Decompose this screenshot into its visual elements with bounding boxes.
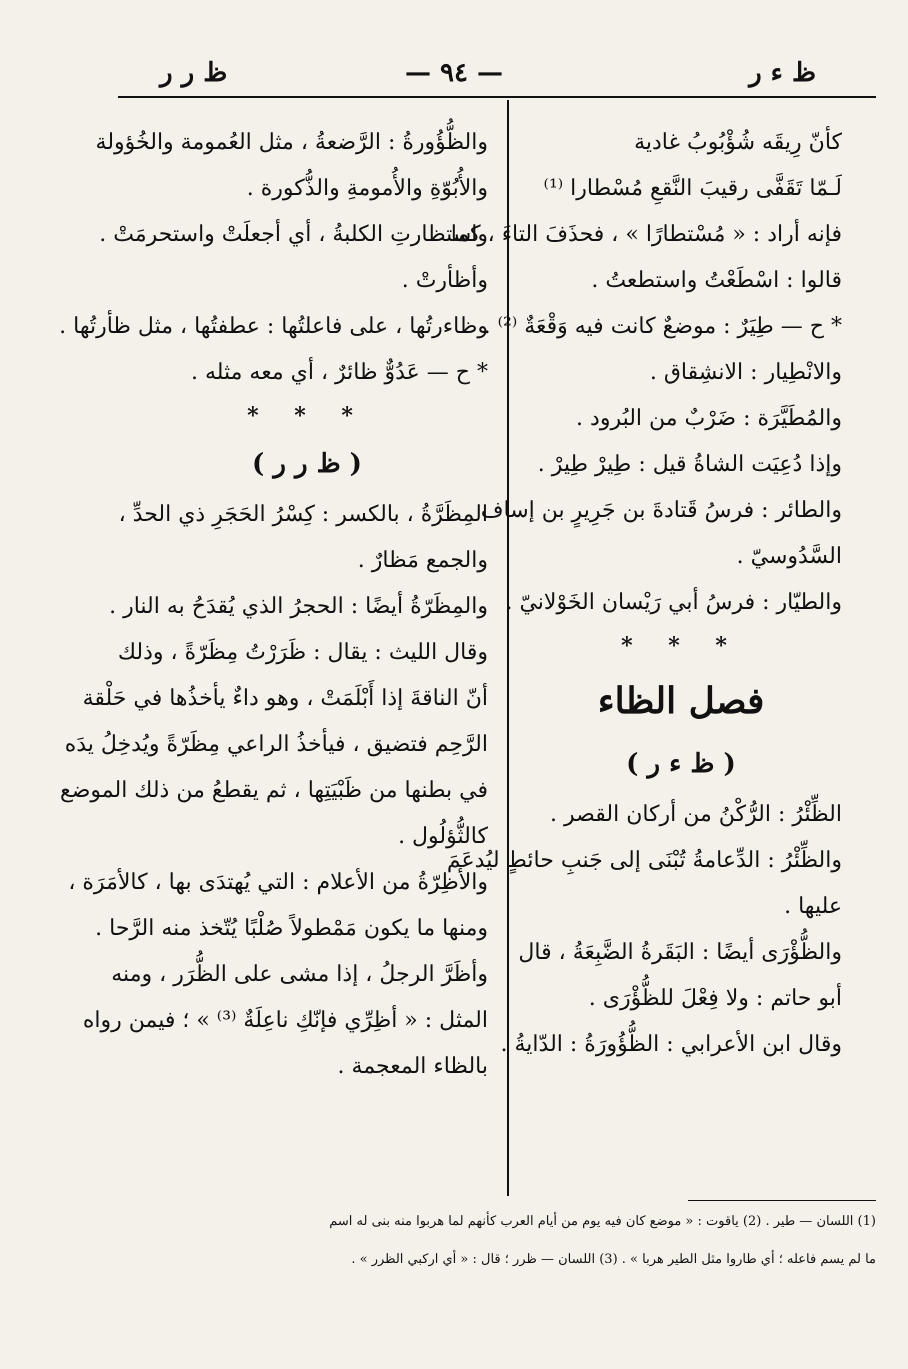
left-column [59,120,488,1090]
text-line: كالثُّؤلُول . [398,824,488,849]
chapter-title: فصل الظاء [597,680,765,722]
text-line: والأُبُوّةِ والأُمومةِ والذُّكورة . [246,176,488,201]
text-line: والطيّار : فرسُ أبي رَيْسان الخَوْلانيّ . [505,590,842,615]
text-line: والأظِرّةُ من الأعلام : التي يُهتدَى بها ، كالأمَرَة ، [68,870,488,895]
text-line: الظِّئْرُ : الرُّكْنُ من أركان القصر . [550,802,842,827]
text-line: قالوا : اسْطَعْتُ واستطعتُ . [591,268,842,293]
text-line: * ح — طِيَرٌ : موضعٌ كانت فيه وَقْعَةٌ ⁽²⁾ . [483,314,842,339]
text-line: وقال ابن الأعرابي : الظُّؤُورَةُ : الدّايةُ . [500,1032,842,1057]
text-line: أبو حاتم : ولا فِعْلَ للظُّؤْرَى . [588,986,842,1011]
text-line: لَـمّا تَقَفَّى رقيبَ النَّقعِ مُسْطارا ⁽¹⁾ [543,176,842,201]
text-line: عليها . [784,894,842,919]
text-line: والجمع مَظارٌ . [357,548,488,573]
entry-heading: ( ظ ر ر ) [252,449,362,479]
running-head-right: ظ ء ر [749,58,816,88]
text-line: والطائر : فرسُ قَتادةَ بن جَرِيرٍ بن إساف [480,498,842,523]
text-line: * ح — عَدُوٌّ ظائرٌ ، أي معه مثله . [190,360,488,385]
text-line: والمِظَرّةُ أيضًا : الحجرُ الذي يُقدَحُ به النار . [109,594,488,619]
running-head-left: ظ ر ر [160,58,228,88]
section-separator: * * * [621,633,741,659]
text-line: بالظاء المعجمة . [337,1054,488,1079]
text-line: والانْطِيار : الانشِقاق . [649,360,842,385]
text-line: وظاءرتُها ، على فاعلتُها : عطفتُها ، مثل ظأرتُها . [59,314,488,339]
text-line: السَّدُوسيّ . [736,544,842,569]
header-rule [118,96,876,98]
text-line: وأظَرَّ الرجلُ ، إذا مشى على الظُّرَر ، ومنه [111,962,488,987]
text-line: والظُّؤْرَى أيضًا : البَقَرةُ الضَّبِعَةُ ، قال [518,940,842,965]
section-separator: * * * [247,403,367,429]
page-number: — ٩٤ — [404,58,504,88]
text-line: وإذا دُعِيَت الشاةُ قيل : طِيرْ طِيرْ . [537,452,842,477]
text-line: ومنها ما يكون مَمْطولاً صُلْبًا يُتّخذ منه الرَّحا . [95,916,488,941]
text-line: وأظأرتْ . [401,268,488,293]
text-line: أنّ الناقةَ إذا أَبْلَمَتْ ، وهو داءٌ يأخذُها في حَلْقة [82,686,488,711]
text-line: واستظارتِ الكلبةُ ، أي أجعلَتْ واستحرمَتْ . [99,222,488,247]
footnote-rule [688,1200,876,1201]
text-line: الرَّحِم فتضيق ، فيأخذُ الراعي مِظَرّةً ويُدخِلُ يدَه [64,732,488,757]
text-line: والمُطَيَّرَة : ضَرْبٌ من البُرود . [576,406,842,431]
text-line: وقال الليث : يقال : ظَرَرْتُ مِظَرّةً ، وذلك [117,640,488,665]
text-line: المثل : « أظِرِّي فإنّكِ ناعِلَةٌ ⁽³⁾ » ؛ فيمن رواه [82,1008,488,1033]
text-line: فإنه أراد : « مُسْتطارًا » ، فحذَفَ التاءَ ، كما [450,222,842,247]
right-column [446,120,842,1068]
footnote-line: (1) اللسان — طير . (2) ياقوت : « موضع كان فيه يوم من أيام العرب كأنهم لما هربوا منه بنى له اسم [329,1214,876,1229]
text-line: والظِّئْرُ : الدِّعامةُ تُبْنَى إلى جَنبِ حائطٍ ليُدعَمَ [446,848,842,873]
text-line: المِظَرَّةُ ، بالكسر : كِسْرُ الحَجَرِ ذي الحدِّ ، [118,502,488,527]
text-line: والظُّؤُورةُ : الرَّضعةُ ، مثل العُمومة والخُؤولة [95,130,488,155]
text-line: كأنّ رِيقَه شُؤْبُوبُ غادية [634,130,842,155]
entry-heading: ( ظ ء ر ) [626,749,736,779]
text-line: في بطنها من ظَبْيَتِها ، ثم يقطعُ من ذلك الموضع [60,778,488,803]
footnote-line: ما لم يسم فاعله ؛ أي طاروا مثل الطير هربا » . (3) اللسان — ظرر ؛ قال : « أي اركبي الظرر » . [351,1252,876,1267]
